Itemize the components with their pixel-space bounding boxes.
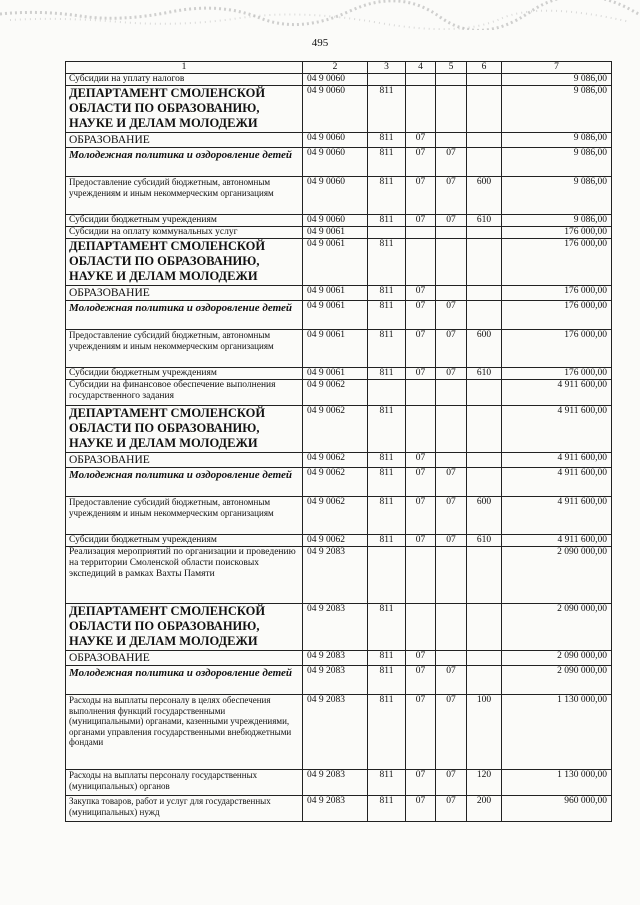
section-cell: 07 <box>406 535 436 547</box>
ministry-code-cell <box>368 547 406 604</box>
section-cell <box>406 86 436 133</box>
subsection-cell <box>436 651 467 666</box>
amount-cell: 9 086,00 <box>502 215 612 227</box>
target-code-cell: 04 9 2083 <box>303 666 368 695</box>
ministry-code-cell <box>368 227 406 239</box>
subsection-cell: 07 <box>436 770 467 796</box>
target-code-cell: 04 9 0062 <box>303 468 368 497</box>
name-cell: ОБРАЗОВАНИЕ <box>66 651 303 666</box>
subsection-cell: 07 <box>436 497 467 535</box>
target-code-cell: 04 9 0060 <box>303 215 368 227</box>
expense-type-cell <box>467 604 502 651</box>
subsection-cell: 07 <box>436 330 467 368</box>
expense-type-cell <box>467 651 502 666</box>
name-cell: Расходы на выплаты персоналу в целях обеспечения выполнения функций государственными (муниципальными) органами, казенными учреждениями, органами управления государственными внебюджетными фондами <box>66 695 303 770</box>
amount-cell: 4 911 600,00 <box>502 535 612 547</box>
target-code-cell: 04 9 2083 <box>303 796 368 822</box>
ministry-code-cell: 811 <box>368 301 406 330</box>
header-cell: 7 <box>502 62 612 74</box>
expense-type-cell <box>467 406 502 453</box>
section-cell: 07 <box>406 497 436 535</box>
name-cell: ОБРАЗОВАНИЕ <box>66 453 303 468</box>
target-code-cell: 04 9 0062 <box>303 380 368 406</box>
expense-type-cell <box>467 666 502 695</box>
ministry-code-cell <box>368 74 406 86</box>
name-cell: Субсидии на уплату налогов <box>66 74 303 86</box>
target-code-cell: 04 9 0061 <box>303 330 368 368</box>
table-row <box>66 227 612 239</box>
table-row <box>66 651 612 666</box>
budget-table <box>65 61 612 822</box>
amount-cell: 9 086,00 <box>502 133 612 148</box>
ministry-code-cell: 811 <box>368 695 406 770</box>
section-cell: 07 <box>406 368 436 380</box>
section-cell <box>406 239 436 286</box>
name-cell: Субсидии бюджетным учреждениям <box>66 215 303 227</box>
section-cell: 07 <box>406 468 436 497</box>
name-cell: Предоставление субсидий бюджетным, автономным учреждениям и иным некоммерческим организациям <box>66 497 303 535</box>
section-cell: 07 <box>406 651 436 666</box>
table-row <box>66 368 612 380</box>
ministry-code-cell: 811 <box>368 148 406 177</box>
ministry-code-cell: 811 <box>368 796 406 822</box>
expense-type-cell <box>467 301 502 330</box>
expense-type-cell: 610 <box>467 535 502 547</box>
table-row <box>66 796 612 822</box>
name-cell: Молодежная политика и оздоровление детей <box>66 148 303 177</box>
name-cell: Субсидии на оплату коммунальных услуг <box>66 227 303 239</box>
subsection-cell: 07 <box>436 796 467 822</box>
amount-cell: 2 090 000,00 <box>502 604 612 651</box>
amount-cell: 960 000,00 <box>502 796 612 822</box>
header-cell: 5 <box>436 62 467 74</box>
amount-cell: 176 000,00 <box>502 368 612 380</box>
header-cell: 1 <box>66 62 303 74</box>
section-cell <box>406 406 436 453</box>
table-row <box>66 330 612 368</box>
amount-cell: 4 911 600,00 <box>502 497 612 535</box>
section-cell: 07 <box>406 453 436 468</box>
table-row <box>66 215 612 227</box>
name-cell: Субсидии бюджетным учреждениям <box>66 535 303 547</box>
table-row <box>66 86 612 133</box>
subsection-cell <box>436 286 467 301</box>
name-cell: Молодежная политика и оздоровление детей <box>66 666 303 695</box>
expense-type-cell <box>467 468 502 497</box>
subsection-cell <box>436 547 467 604</box>
table-row <box>66 666 612 695</box>
amount-cell: 4 911 600,00 <box>502 453 612 468</box>
section-cell: 07 <box>406 148 436 177</box>
subsection-cell <box>436 604 467 651</box>
target-code-cell: 04 9 2083 <box>303 547 368 604</box>
table-row <box>66 547 612 604</box>
expense-type-cell <box>467 286 502 301</box>
section-cell: 07 <box>406 796 436 822</box>
expense-type-cell <box>467 148 502 177</box>
ministry-code-cell: 811 <box>368 406 406 453</box>
name-cell: Закупка товаров, работ и услуг для государственных (муниципальных) нужд <box>66 796 303 822</box>
amount-cell: 9 086,00 <box>502 74 612 86</box>
amount-cell: 2 090 000,00 <box>502 666 612 695</box>
expense-type-cell: 600 <box>467 330 502 368</box>
section-cell: 07 <box>406 177 436 215</box>
subsection-cell: 07 <box>436 215 467 227</box>
table-row <box>66 239 612 286</box>
expense-type-cell <box>467 239 502 286</box>
section-cell <box>406 604 436 651</box>
expense-type-cell: 200 <box>467 796 502 822</box>
table-row <box>66 177 612 215</box>
target-code-cell: 04 9 0061 <box>303 239 368 286</box>
table-row <box>66 497 612 535</box>
ministry-code-cell <box>368 380 406 406</box>
subsection-cell <box>436 74 467 86</box>
subsection-cell <box>436 239 467 286</box>
name-cell: ДЕПАРТАМЕНТ СМОЛЕНСКОЙ ОБЛАСТИ ПО ОБРАЗОВАНИЮ, НАУКЕ И ДЕЛАМ МОЛОДЕЖИ <box>66 604 303 651</box>
name-cell: Предоставление субсидий бюджетным, автономным учреждениям и иным некоммерческим организациям <box>66 330 303 368</box>
header-cell: 4 <box>406 62 436 74</box>
name-cell: ОБРАЗОВАНИЕ <box>66 286 303 301</box>
expense-type-cell: 600 <box>467 177 502 215</box>
subsection-cell <box>436 86 467 133</box>
expense-type-cell <box>467 133 502 148</box>
table-row <box>66 604 612 651</box>
expense-type-cell <box>467 227 502 239</box>
target-code-cell: 04 9 0061 <box>303 301 368 330</box>
ministry-code-cell: 811 <box>368 239 406 286</box>
section-cell: 07 <box>406 286 436 301</box>
table-row <box>66 468 612 497</box>
table-row <box>66 380 612 406</box>
header-cell: 3 <box>368 62 406 74</box>
amount-cell: 176 000,00 <box>502 301 612 330</box>
section-cell: 07 <box>406 666 436 695</box>
expense-type-cell <box>467 547 502 604</box>
ministry-code-cell: 811 <box>368 368 406 380</box>
target-code-cell: 04 9 0062 <box>303 406 368 453</box>
section-cell: 07 <box>406 133 436 148</box>
target-code-cell: 04 9 0060 <box>303 86 368 133</box>
amount-cell: 4 911 600,00 <box>502 406 612 453</box>
expense-type-cell: 610 <box>467 368 502 380</box>
page-number: 495 <box>311 37 329 49</box>
amount-cell: 9 086,00 <box>502 86 612 133</box>
ministry-code-cell: 811 <box>368 666 406 695</box>
amount-cell: 1 130 000,00 <box>502 770 612 796</box>
target-code-cell: 04 9 0060 <box>303 177 368 215</box>
section-cell: 07 <box>406 330 436 368</box>
expense-type-cell <box>467 86 502 133</box>
section-cell <box>406 74 436 86</box>
table-row <box>66 535 612 547</box>
name-cell: Реализация мероприятий по организации и проведению на территории Смоленской области поисковых экспедиций в рамках Вахты Памяти <box>66 547 303 604</box>
amount-cell: 9 086,00 <box>502 148 612 177</box>
name-cell: ДЕПАРТАМЕНТ СМОЛЕНСКОЙ ОБЛАСТИ ПО ОБРАЗОВАНИЮ, НАУКЕ И ДЕЛАМ МОЛОДЕЖИ <box>66 406 303 453</box>
amount-cell: 2 090 000,00 <box>502 651 612 666</box>
subsection-cell <box>436 380 467 406</box>
target-code-cell: 04 9 0062 <box>303 535 368 547</box>
target-code-cell: 04 9 2083 <box>303 770 368 796</box>
target-code-cell: 04 9 0061 <box>303 368 368 380</box>
ministry-code-cell: 811 <box>368 286 406 301</box>
name-cell: Предоставление субсидий бюджетным, автономным учреждениям и иным некоммерческим организациям <box>66 177 303 215</box>
subsection-cell <box>436 406 467 453</box>
ministry-code-cell: 811 <box>368 330 406 368</box>
target-code-cell: 04 9 2083 <box>303 695 368 770</box>
expense-type-cell: 100 <box>467 695 502 770</box>
section-cell <box>406 547 436 604</box>
table-row <box>66 695 612 770</box>
expense-type-cell <box>467 74 502 86</box>
amount-cell: 176 000,00 <box>502 330 612 368</box>
expense-type-cell <box>467 380 502 406</box>
scan-noise-header <box>0 0 640 30</box>
subsection-cell: 07 <box>436 148 467 177</box>
ministry-code-cell: 811 <box>368 177 406 215</box>
table-row <box>66 301 612 330</box>
amount-cell: 2 090 000,00 <box>502 547 612 604</box>
table-row <box>66 453 612 468</box>
header-row <box>66 62 612 74</box>
section-cell: 07 <box>406 215 436 227</box>
expense-type-cell: 600 <box>467 497 502 535</box>
subsection-cell <box>436 227 467 239</box>
target-code-cell: 04 9 0060 <box>303 148 368 177</box>
name-cell: Расходы на выплаты персоналу государственных (муниципальных) органов <box>66 770 303 796</box>
ministry-code-cell: 811 <box>368 770 406 796</box>
ministry-code-cell: 811 <box>368 453 406 468</box>
target-code-cell: 04 9 0060 <box>303 133 368 148</box>
table-row <box>66 74 612 86</box>
expense-type-cell: 610 <box>467 215 502 227</box>
subsection-cell: 07 <box>436 666 467 695</box>
section-cell <box>406 227 436 239</box>
ministry-code-cell: 811 <box>368 133 406 148</box>
table-row <box>66 286 612 301</box>
table-row <box>66 406 612 453</box>
subsection-cell: 07 <box>436 301 467 330</box>
subsection-cell: 07 <box>436 468 467 497</box>
section-cell: 07 <box>406 301 436 330</box>
target-code-cell: 04 9 0060 <box>303 74 368 86</box>
ministry-code-cell: 811 <box>368 468 406 497</box>
subsection-cell: 07 <box>436 695 467 770</box>
table-row <box>66 770 612 796</box>
ministry-code-cell: 811 <box>368 86 406 133</box>
target-code-cell: 04 9 0061 <box>303 227 368 239</box>
ministry-code-cell: 811 <box>368 651 406 666</box>
section-cell <box>406 380 436 406</box>
ministry-code-cell: 811 <box>368 497 406 535</box>
subsection-cell: 07 <box>436 177 467 215</box>
name-cell: ДЕПАРТАМЕНТ СМОЛЕНСКОЙ ОБЛАСТИ ПО ОБРАЗОВАНИЮ, НАУКЕ И ДЕЛАМ МОЛОДЕЖИ <box>66 239 303 286</box>
amount-cell: 176 000,00 <box>502 239 612 286</box>
subsection-cell <box>436 453 467 468</box>
name-cell: Субсидии на финансовое обеспечение выполнения государственного задания <box>66 380 303 406</box>
amount-cell: 1 130 000,00 <box>502 695 612 770</box>
table-row <box>66 133 612 148</box>
expense-type-cell: 120 <box>467 770 502 796</box>
table-row <box>66 148 612 177</box>
subsection-cell <box>436 133 467 148</box>
expense-type-cell <box>467 453 502 468</box>
target-code-cell: 04 9 2083 <box>303 604 368 651</box>
header-cell: 2 <box>303 62 368 74</box>
name-cell: Молодежная политика и оздоровление детей <box>66 468 303 497</box>
target-code-cell: 04 9 0061 <box>303 286 368 301</box>
subsection-cell: 07 <box>436 368 467 380</box>
ministry-code-cell: 811 <box>368 535 406 547</box>
target-code-cell: 04 9 2083 <box>303 651 368 666</box>
section-cell: 07 <box>406 770 436 796</box>
header-cell: 6 <box>467 62 502 74</box>
amount-cell: 4 911 600,00 <box>502 468 612 497</box>
amount-cell: 9 086,00 <box>502 177 612 215</box>
ministry-code-cell: 811 <box>368 215 406 227</box>
name-cell: Субсидии бюджетным учреждениям <box>66 368 303 380</box>
name-cell: Молодежная политика и оздоровление детей <box>66 301 303 330</box>
amount-cell: 176 000,00 <box>502 286 612 301</box>
name-cell: ОБРАЗОВАНИЕ <box>66 133 303 148</box>
subsection-cell: 07 <box>436 535 467 547</box>
ministry-code-cell: 811 <box>368 604 406 651</box>
target-code-cell: 04 9 0062 <box>303 453 368 468</box>
name-cell: ДЕПАРТАМЕНТ СМОЛЕНСКОЙ ОБЛАСТИ ПО ОБРАЗОВАНИЮ, НАУКЕ И ДЕЛАМ МОЛОДЕЖИ <box>66 86 303 133</box>
amount-cell: 4 911 600,00 <box>502 380 612 406</box>
target-code-cell: 04 9 0062 <box>303 497 368 535</box>
amount-cell: 176 000,00 <box>502 227 612 239</box>
section-cell: 07 <box>406 695 436 770</box>
